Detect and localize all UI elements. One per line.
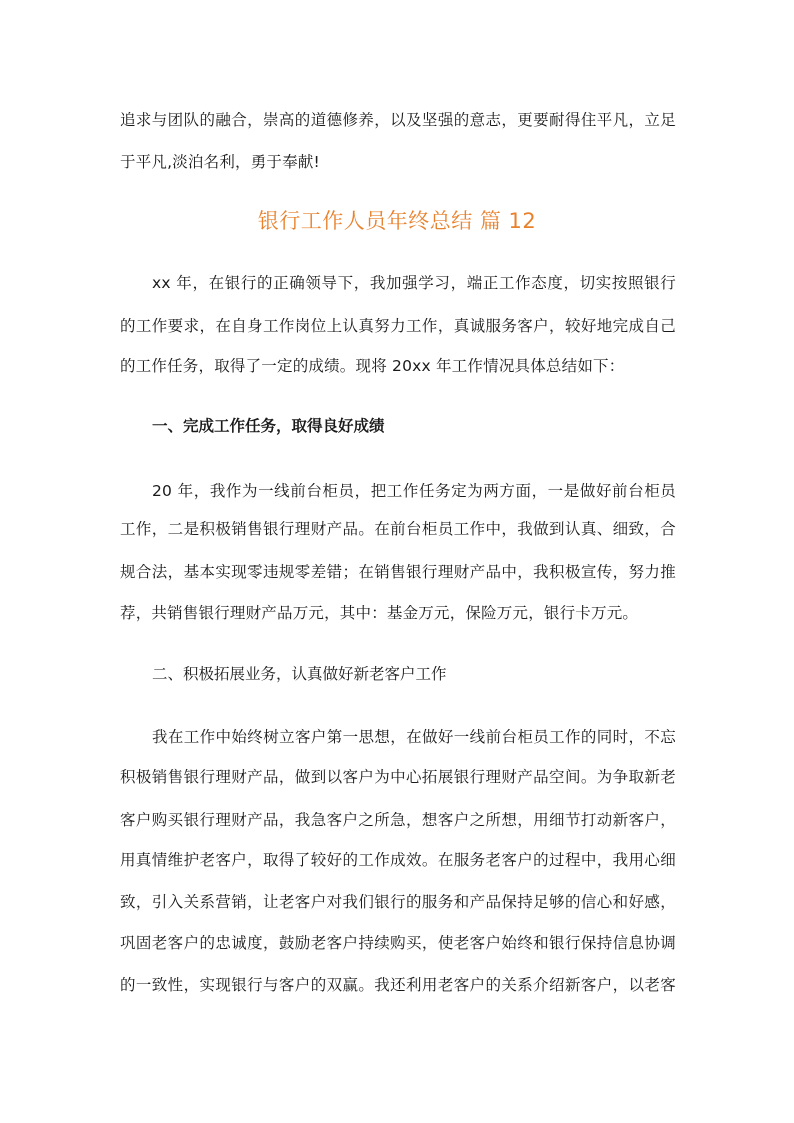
paragraph-line: 20 年，我作为一线前台柜员，把工作任务定为两方面，一是做好前台柜员 [152,482,676,500]
paragraph-line: 我在工作中始终树立客户第一思想，在做好一线前台柜员工作的同时，不忘 [152,728,676,746]
paragraph-line: 的工作任务，取得了一定的成绩。现将 20xx 年工作情况具体总结如下： [120,357,625,375]
intro-line: 追求与团队的融合，崇高的道德修养，以及坚强的意志，更要耐得住平凡，立足 [120,111,676,129]
paragraph-line: 的工作要求，在自身工作岗位上认真努力工作，真诚服务客户，较好地完成自己 [120,317,676,335]
paragraph-line: 客户购买银行理财产品，我急客户之所急，想客户之所想，用细节打动新客户， [120,811,676,829]
intro-line: 于平凡,淡泊名利，勇于奉献! [120,153,320,171]
paragraph-line: 巩固老客户的忠诚度，鼓励老客户持续购买，使老客户始终和银行保持信息协调 [120,934,676,952]
paragraph-line: xx 年，在银行的正确领导下，我加强学习，端正工作态度，切实按照银行 [152,274,676,292]
paragraph-line: 积极销售银行理财产品，做到以客户为中心拓展银行理财产品空间。为争取新老 [120,768,676,786]
paragraph-line: 致，引入关系营销，让老客户对我们银行的服务和产品保持足够的信心和好感， [120,893,676,911]
paragraph-line: 荐，共销售银行理财产品万元，其中：基金万元，保险万元，银行卡万元。 [120,604,639,622]
section-title: 银行工作人员年终总结 篇 12 [257,209,537,233]
paragraph-line: 用真情维护老客户，取得了较好的工作成效。在服务老客户的过程中，我用心细 [120,851,676,869]
section-heading-2: 二、积极拓展业务，认真做好新老客户工作 [152,665,447,683]
paragraph-line: 工作，二是积极销售银行理财产品。在前台柜员工作中，我做到认真、细致，合 [120,520,676,538]
section-heading-1: 一、完成工作任务，取得良好成绩 [152,417,385,435]
paragraph-line: 的一致性，实现银行与客户的双赢。我还利用老客户的关系介绍新客户，以老客 [120,976,676,994]
paragraph-line: 规合法，基本实现零违规零差错；在销售银行理财产品中，我积极宣传，努力推 [120,563,676,581]
